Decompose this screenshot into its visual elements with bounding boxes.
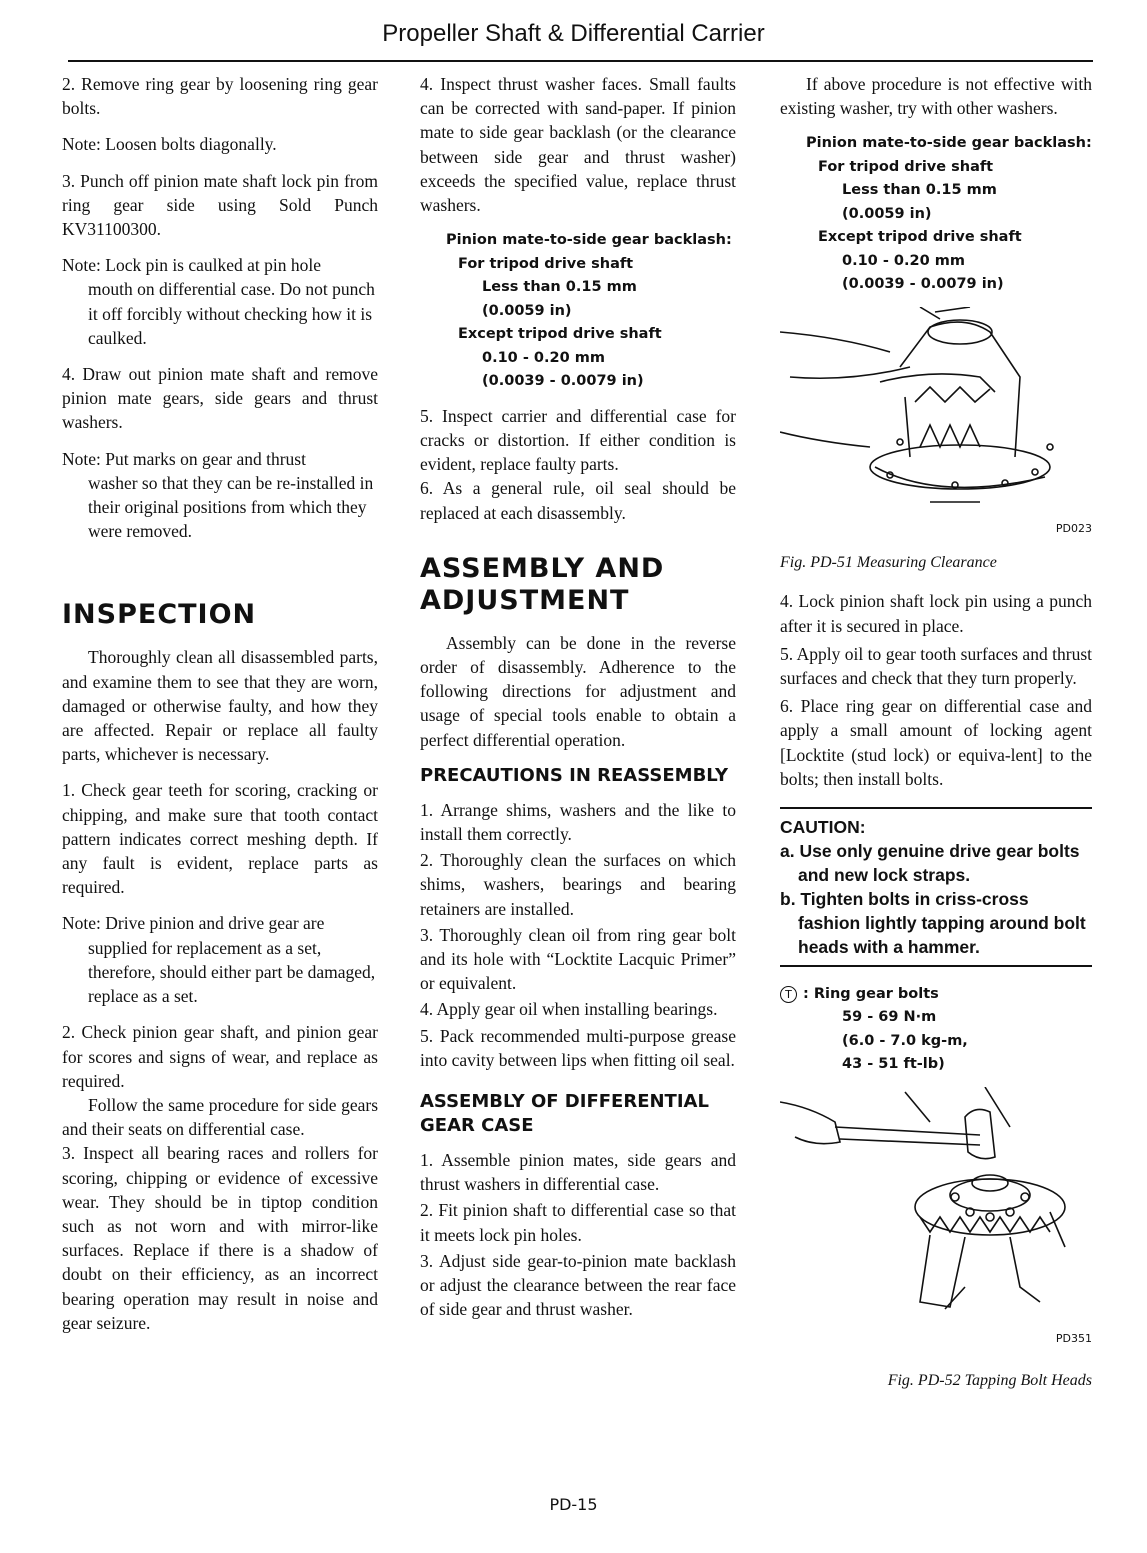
note-lock-pin-body: mouth on differential case. Do not punch it off forcibly without checking how it is caulked. xyxy=(88,279,375,348)
torque-spec xyxy=(780,983,1092,1077)
spec2-except-value: 0.10 - 0.20 mm xyxy=(842,252,965,269)
precaution-4: 4. Apply gear oil when installing bearings. xyxy=(420,999,718,1020)
note-lock-pin-head: Note: Lock pin is caulked at pin hole xyxy=(62,255,322,276)
torque-ftlb: 43 - 51 ft-lb) xyxy=(842,1056,945,1073)
caption-tapping-bolt-heads: Fig. PD-52 Tapping Bolt Heads xyxy=(887,1372,1092,1390)
figure-id-pd351: PD351 xyxy=(1055,1331,1092,1345)
header-rule xyxy=(68,60,1093,62)
spec2-except-tripod: Except tripod drive shaft xyxy=(818,229,1022,246)
note-put-marks-body: washer so that they can be re-installed in their original positions from which they were removed. xyxy=(88,472,374,542)
figure-id-pd023: PD023 xyxy=(1055,521,1092,535)
precaution-3: 3. Thoroughly clean oil from ring gear bolt and its hole with “Locktite Lacquic Primer” or equivalent. xyxy=(420,924,736,994)
spec2-tripod: For tripod drive shaft xyxy=(818,158,994,175)
column-3 xyxy=(780,72,1092,1393)
spec-except-value: 0.10 - 0.20 mm xyxy=(482,349,605,366)
heading-assembly-diff-case: ASSEMBLY OF DIFFERENTIAL GEAR CASE xyxy=(420,1090,709,1136)
note-put-marks xyxy=(62,447,378,544)
assembly-step-1: 1. Assemble pinion mates, side gears and thrust washers in differential case. xyxy=(420,1149,736,1195)
torque-icon: T xyxy=(780,986,797,1003)
figure-measuring-clearance xyxy=(780,307,1092,575)
assembly-intro: Assembly can be done in the reverse order of disassembly. Adherence to the following directions for adjustment and usage of special tools enable to obtain a perfect differential operation. xyxy=(420,632,736,750)
note-drive-pinion xyxy=(62,911,378,1008)
assembly-step-2: 2. Fit pinion shaft to differential case so that it meets lock pin holes. xyxy=(420,1200,736,1245)
note-put-marks-head: Note: Put marks on gear and thrust xyxy=(62,448,306,469)
note-drive-pinion-body: supplied for replacement as a set, therefore, should either part be damaged, replace as a set. xyxy=(88,937,376,1007)
caution-title: CAUTION: xyxy=(780,816,866,837)
note-lock-pin xyxy=(62,253,378,350)
spec-title: Pinion mate-to-side gear backlash: xyxy=(446,232,732,249)
column-2 xyxy=(420,72,736,1333)
spec-except-tripod: Except tripod drive shaft xyxy=(458,326,662,343)
caution-box xyxy=(780,809,1092,965)
spec2-tripod-value-in: (0.0059 in) xyxy=(842,205,932,222)
spec-tripod-value-in: (0.0059 in) xyxy=(482,302,572,319)
note-loosen-bolts: Note: Loosen bolts diagonally. xyxy=(62,134,277,155)
inspection-follow-procedure: Follow the same procedure for side gears and their seats on differential case. xyxy=(62,1094,378,1140)
step-apply-oil: 5. Apply oil to gear tooth surfaces and thrust surfaces and check that they turn properly. xyxy=(780,643,1092,688)
torque-nm: 59 - 69 N·m xyxy=(842,1009,937,1026)
spec-except-value-in: (0.0039 - 0.0079 in) xyxy=(482,373,644,390)
heading-inspection: INSPECTION xyxy=(62,599,257,631)
spec2-tripod-value: Less than 0.15 mm xyxy=(842,182,997,199)
caption-measuring-clearance: Fig. PD-51 Measuring Clearance xyxy=(780,554,997,572)
caution-bottom-rule xyxy=(780,965,1092,967)
precaution-5: 5. Pack recommended multi-purpose grease into cavity between lips when fitting oil seal. xyxy=(420,1025,736,1070)
heading-precautions: PRECAUTIONS IN REASSEMBLY xyxy=(420,764,728,786)
step-place-ring-gear: 6. Place ring gear on differential case and apply a small amount of locking agent [Locktite (stud lock) or equiva-lent] to the bolts; then install bolts. xyxy=(780,696,1092,789)
backlash-spec-2 xyxy=(780,132,1092,297)
spec2-except-value-in: (0.0039 - 0.0079 in) xyxy=(842,276,1004,293)
caution-item-a: a. Use only genuine drive gear bolts and new lock straps. xyxy=(780,840,1080,885)
step-inspect-thrust-washer: 4. Inspect thrust washer faces. Small faults can be corrected with sand-paper. If pinion mate to side gear backlash (or the clearance between side gear and thrust washer) exceeds the specified value, replace thrust washers. xyxy=(420,74,736,216)
inspection-step-2: 2. Check pinion gear shaft, and pinion gear for scores and signs of wear, and replace as required. xyxy=(62,1022,378,1091)
column-1 xyxy=(62,72,378,1347)
inspection-intro: Thoroughly clean all disassembled parts, and examine them to see that they are worn, damaged or otherwise faulty, and how they are affected. Repair or replace all faulty parts, whichever is necessary. xyxy=(62,647,378,765)
spec2-title: Pinion mate-to-side gear backlash: xyxy=(806,135,1092,152)
torque-kgm: (6.0 - 7.0 kg-m, xyxy=(842,1032,968,1049)
inspection-step-1: 1. Check gear teeth for scoring, cracking or chipping, and make sure that tooth contact pattern indicates correct meshing depth. If any fault is evident, replace parts as required. xyxy=(62,780,378,898)
precaution-2: 2. Thoroughly clean the surfaces on which shims, washers, bearings and bearing retainers are installed. xyxy=(420,850,736,919)
spec-tripod: For tripod drive shaft xyxy=(458,255,634,272)
step-draw-out-shaft: 4. Draw out pinion mate shaft and remove pinion mate gears, side gears and thrust washers. xyxy=(62,364,378,433)
inspection-step-3: 3. Inspect all bearing races and rollers for scoring, chipping or evidence of excessive wear. They should be in tiptop condition such as not worn and with mirror-like surfaces. Replace if there is a shadow of doubt on their efficiency, as an incorrect bearing operation may result in noise and gear seizure. xyxy=(62,1143,378,1333)
note-drive-pinion-head: Note: Drive pinion and drive gear are xyxy=(62,913,325,934)
heading-assembly-adjustment: ASSEMBLY AND ADJUSTMENT xyxy=(420,552,665,616)
assembly-step-3: 3. Adjust side gear-to-pinion mate backlash or adjust the clearance between the rear face of side gear and thrust washer. xyxy=(420,1250,736,1320)
step-lock-pinion-pin: 4. Lock pinion shaft lock pin using a punch after it is secured in place. xyxy=(780,591,1092,636)
page-header: Propeller Shaft & Differential Carrier xyxy=(382,20,765,47)
figure-tapping-bolt-heads xyxy=(780,1087,1092,1393)
spec-tripod-value: Less than 0.15 mm xyxy=(482,279,637,296)
step-oil-seal: 6. As a general rule, oil seal should be replaced at each disassembly. xyxy=(420,478,736,523)
measuring-clearance-illustration xyxy=(780,307,1092,517)
step-punch-lock-pin: 3. Punch off pinion mate shaft lock pin from ring gear side using Sold Punch KV31100300. xyxy=(62,170,378,240)
caution-item-b: b. Tighten bolts in criss-cross fashion lightly tapping around bolt heads with a hammer. xyxy=(780,888,1086,957)
backlash-spec xyxy=(420,229,736,394)
torque-title: : Ring gear bolts xyxy=(803,985,939,1002)
precaution-1: 1. Arrange shims, washers and the like to install them correctly. xyxy=(420,799,736,844)
step-remove-ring-gear: 2. Remove ring gear by loosening ring gear bolts. xyxy=(62,74,378,119)
tapping-bolt-heads-illustration xyxy=(780,1087,1092,1327)
procedure-not-effective: If above procedure is not effective with existing washer, try with other washers. xyxy=(780,74,1092,119)
step-inspect-carrier: 5. Inspect carrier and differential case for cracks or distortion. If either condition is evident, replace faulty parts. xyxy=(420,405,736,475)
page-number: PD-15 xyxy=(549,1495,598,1514)
